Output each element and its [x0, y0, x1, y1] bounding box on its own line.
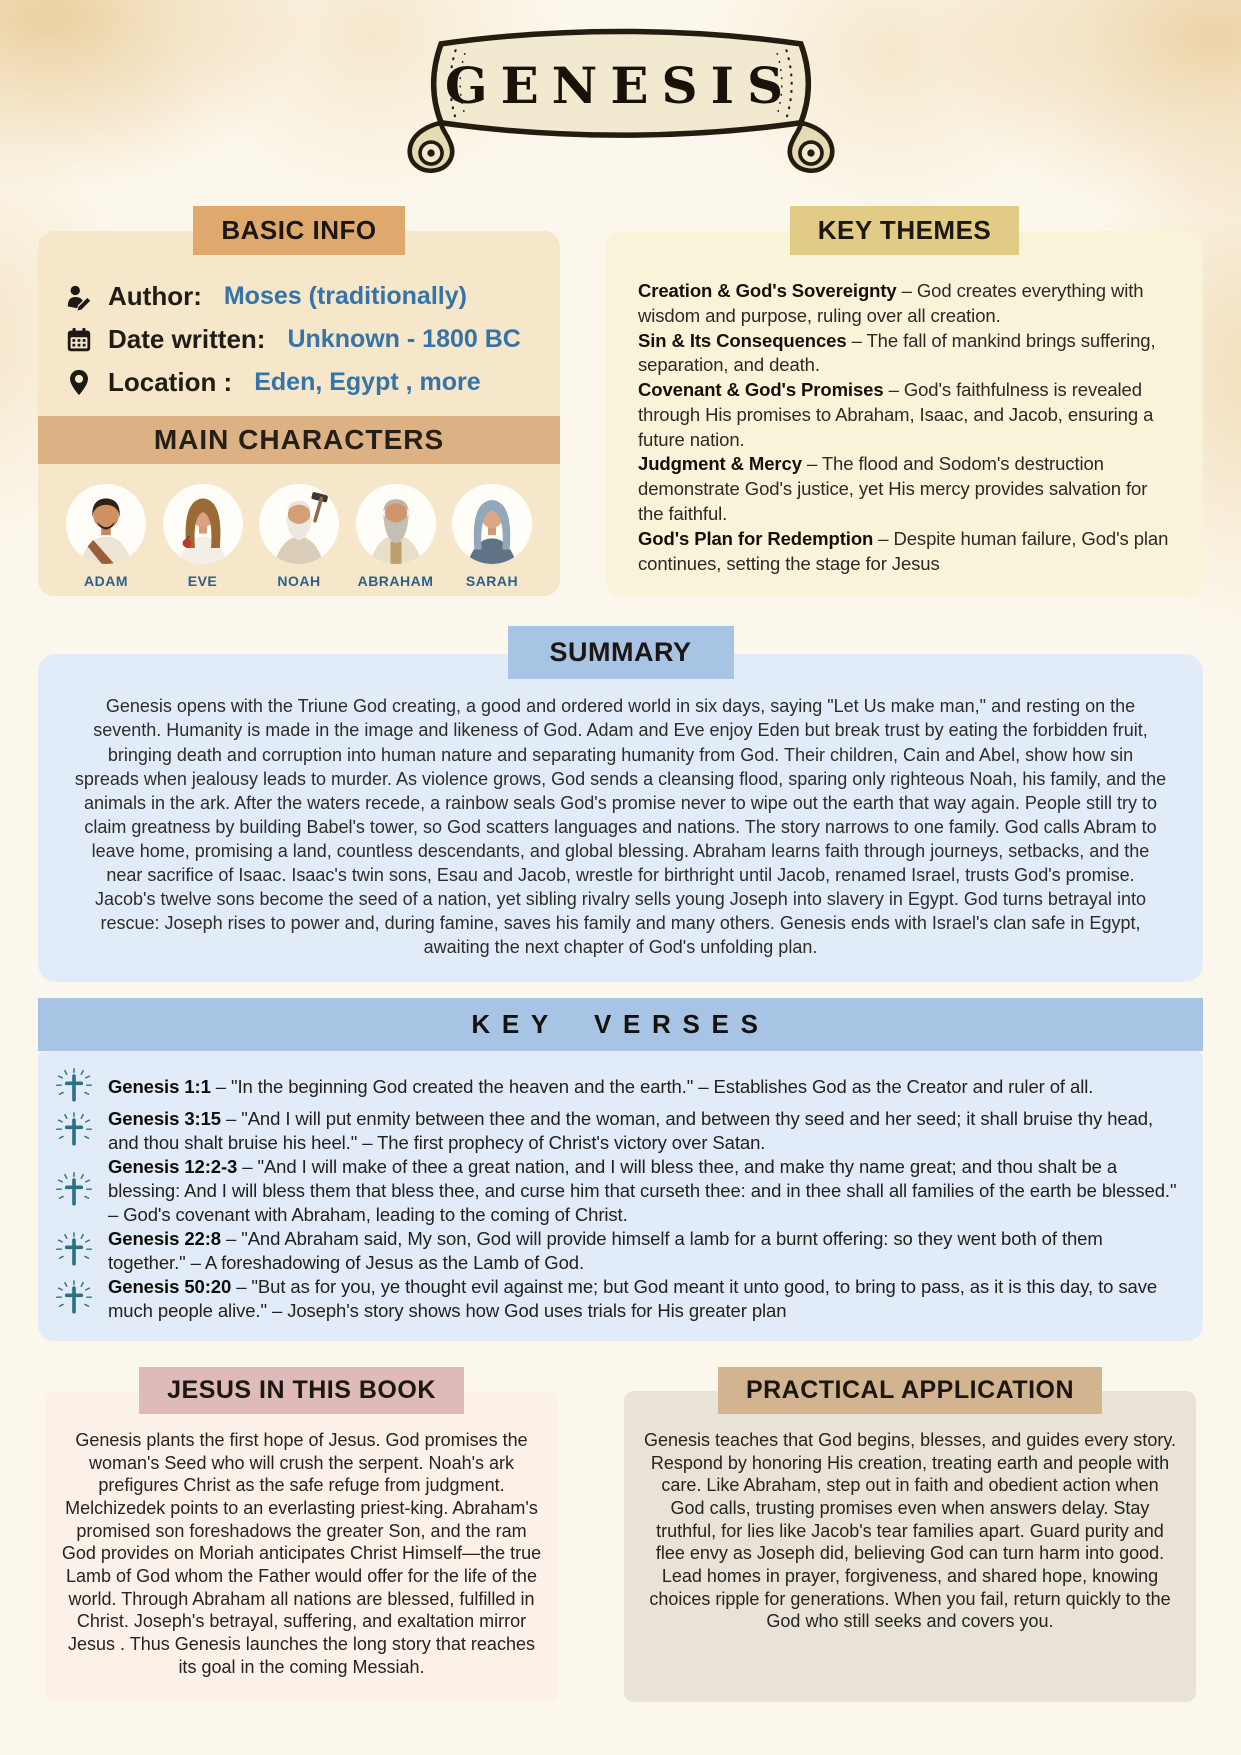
theme-item: Sin & Its Consequences – The fall of mankind brings suffering, separation, and death.: [638, 329, 1156, 376]
verse-item: Genesis 3:15 – "And I will put enmity between thee and the woman, and between thy seed and her seed; it shall bruise thy head, and thou shalt bruise his heel." – The first prophecy of Christ's victory over Satan.: [48, 1107, 1179, 1155]
character-eve: [159, 484, 247, 589]
jesus-in-this-book-text: Genesis plants the first hope of Jesus. God promises the woman's Seed who will crush the serpent. Noah's ark prefigures Christ as the safe refuge from judgment. Melchizedek points to an everlasting priest-king. Abraham's promised son foreshadows the greater Son, and the ram God provides on Moriah anticipates Christ Himself—the true Lamb of God whom the Father would offer for the life of the world. Through Abraham all nations are blessed, fulfilled in Christ. Joseph's betrayal, suffering, and exaltation mirror Jesus . Thus Genesis launches the long story that reaches its goal in the coming Messiah.: [61, 1430, 542, 1677]
verse-item: Genesis 12:2-3 – "And I will make of thee a great nation, and I will bless thee, and make thy name great; and thou shalt be a blessing: And I will bless them that bless thee, and curse him that curseth thee: and in thee shall all families of the earth be blessed." – God's covenant with Abraham, leading to the coming of Christ.: [48, 1155, 1179, 1227]
adam-avatar: [66, 484, 146, 564]
author-field: Author: Moses (traditionally): [38, 275, 560, 318]
key-themes-section: [606, 206, 1203, 596]
verse-item: Genesis 50:20 – "But as for you, ye thought evil against me; but God meant it unto good, to bring to pass, as it is this day, to save much people alive." – Joseph's story shows how God uses trials for His greater plan: [48, 1275, 1179, 1323]
radiant-cross-icon: [48, 1279, 100, 1319]
sarah-avatar: [452, 484, 532, 564]
character-name: EVE: [187, 573, 218, 589]
theme-item: Creation & God's Sovereignty – God creates everything with wisdom and purpose, ruling over all creation.: [638, 280, 1144, 326]
summary-text: Genesis opens with the Triune God creating, a good and ordered world in six days, saying "Let Us make man," and resting on the seventh. Humanity is made in the image and likeness of God. Adam and Eve enjoy Eden but break trust by eating the forbidden fruit, bringing death and corruption into human nature and separating humanity from God. Their children, Cain and Abel, show how sin spreads when jealousy leads to murder. As violence grows, God sends a cleansing flood, sparing only righteous Noah, his family, and the animals in the ark. After the waters recede, a rainbow seals God's promise never to wipe out the earth that way again. People still try to claim greatness by building Babel's tower, so God scatters languages and nations. The story narrows to one family. God calls Abram to leave home, promising a land, countless descendants, and global blessing. Abraham learns faith through journeys, setbacks, and the near sacrifice of Isaac. Isaac's twin sons, Esau and Jacob, wrestle for birthright until Jacob, renamed Israel, trusts God's promise. Jacob's twelve sons become the seed of a nation, yet sibling rivalry sells young Joseph into slavery in Egypt. God turns betrayal into rescue: Joseph rises to power and, during famine, saves his family and many others. Genesis ends with Israel's clan safe in Egypt, awaiting the next chapter of God's unfolding plan.: [74, 696, 1167, 958]
radiant-cross-icon: [48, 1171, 100, 1211]
character-adam: [62, 484, 150, 589]
basic-info-card: [38, 231, 560, 596]
theme-item: Judgment & Mercy – The flood and Sodom's destruction demonstrate God's justice, yet His mercy provides salvation for the faithful.: [638, 453, 1148, 525]
key-verses-card: [38, 1051, 1203, 1341]
key-verses-header: KEY VERSES: [38, 998, 1203, 1051]
summary-header: SUMMARY: [508, 626, 734, 679]
key-themes-header: KEY THEMES: [790, 206, 1020, 255]
radiant-cross-icon: [48, 1067, 100, 1107]
summary-card: [38, 654, 1203, 981]
jesus-in-this-book-header: JESUS IN THIS BOOK: [139, 1367, 464, 1414]
practical-application-text: Genesis teaches that God begins, blesses, and guides every story. Respond by honoring His creation, treating earth and people with care. Like Abraham, step out in faith and obedient action when God calls, trusting promises even when answers delay. Stay truthful, for lies like Jacob's tear families apart. Guard purity and flee envy as Joseph did, believing God can turn harm into good. Lead homes in prayer, forgiveness, and shared hope, knowing choices ripple for generations. When you fail, return quickly to the God who still seeks and covers you.: [644, 1430, 1176, 1632]
practical-application-header: PRACTICAL APPLICATION: [718, 1367, 1102, 1414]
scroll-banner: [341, 20, 901, 176]
verse-item: Genesis 1:1 – "In the beginning God created the heaven and the earth." – Establishes God as the Creator and ruler of all.: [48, 1067, 1179, 1107]
location-icon: [64, 369, 94, 396]
character-name: NOAH: [277, 573, 321, 589]
page-title: GENESIS: [444, 56, 797, 115]
theme-item: Covenant & God's Promises – God's faithfulness is revealed through His promises to Abraham, Isaac, and Jacob, ensuring a future nation.: [638, 379, 1154, 450]
character-sarah: [448, 484, 536, 589]
basic-info-section: [38, 206, 560, 596]
abraham-avatar: [356, 484, 436, 564]
character-noah: [255, 484, 343, 589]
theme-item: God's Plan for Redemption – Despite human failure, God's plan continues, setting the stage for Jesus: [638, 527, 1169, 574]
characters-row: [38, 464, 560, 595]
character-name: ADAM: [84, 573, 128, 589]
practical-application-card: [624, 1391, 1196, 1702]
jesus-in-this-book-section: [45, 1367, 558, 1702]
jesus-in-this-book-card: [45, 1391, 558, 1702]
main-characters-header: MAIN CHARACTERS: [38, 416, 560, 464]
radiant-cross-icon: [48, 1111, 100, 1151]
calendar-icon: [64, 326, 94, 354]
location-field: Location : Eden, Egypt , more: [38, 361, 560, 404]
character-name: ABRAHAM: [357, 573, 434, 589]
date-written-field: Date written: Unknown - 1800 BC: [38, 318, 560, 361]
author-icon: [64, 283, 94, 311]
noah-avatar: [259, 484, 339, 564]
practical-application-section: [624, 1367, 1196, 1702]
key-themes-card: [606, 231, 1203, 596]
verse-item: Genesis 22:8 – "And Abraham said, My son, God will provide himself a lamb for a burnt offering: so they went both of them together." – A foreshadowing of Jesus as the Lamb of God.: [48, 1227, 1179, 1275]
basic-info-header: BASIC INFO: [193, 206, 404, 255]
eve-avatar: [163, 484, 243, 564]
character-abraham: [352, 484, 440, 589]
radiant-cross-icon: [48, 1231, 100, 1271]
character-name: SARAH: [465, 573, 519, 589]
